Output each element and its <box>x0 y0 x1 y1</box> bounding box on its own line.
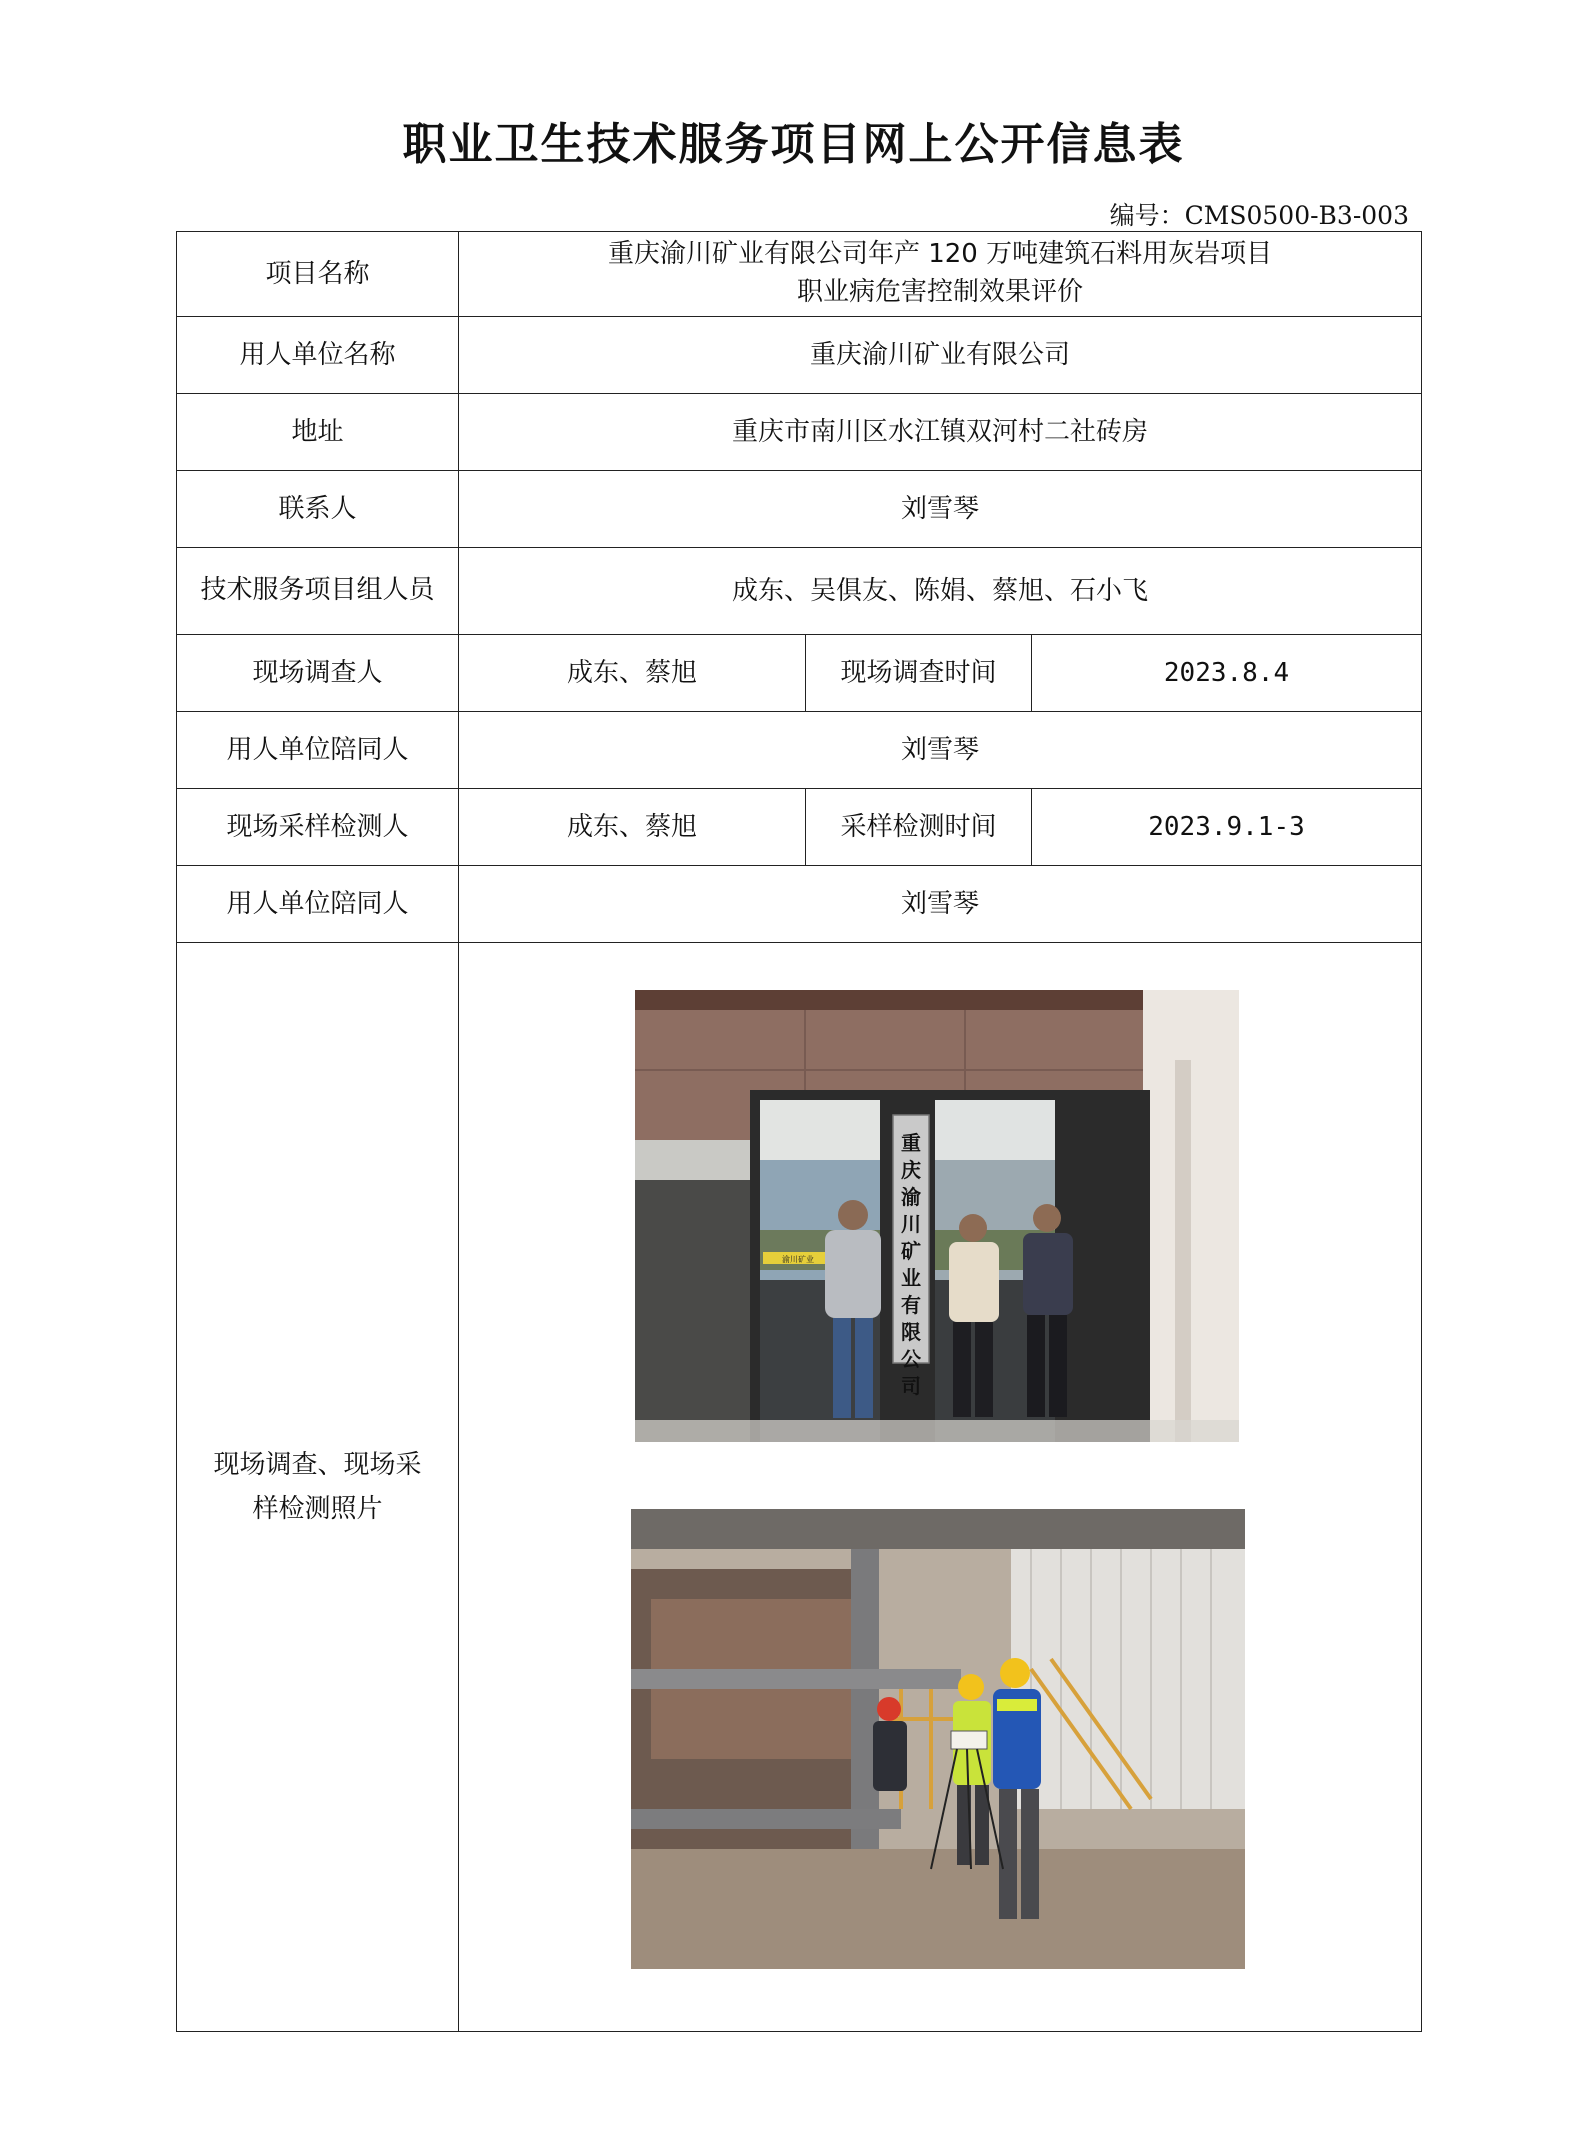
contact-value: 刘雪琴 <box>459 471 1422 548</box>
photos-label: 现场调查、现场采样检测照片 <box>177 943 459 2032</box>
team-label: 技术服务项目组人员 <box>177 548 459 635</box>
escort-label: 用人单位陪同人 <box>177 712 459 789</box>
project-name-label: 项目名称 <box>177 232 459 317</box>
sampling-time-label: 采样检测时间 <box>806 789 1032 866</box>
signboard-char-7: 有 <box>901 1293 921 1317</box>
table-row <box>177 232 1422 317</box>
page-title: 职业卫生技术服务项目网上公开信息表 <box>402 119 1185 170</box>
project-name-value <box>459 232 1422 317</box>
sampling-time-value: 2023.9.1-3 <box>1032 789 1422 866</box>
signboard-char-9: 公 <box>901 1347 921 1371</box>
address-label: 地址 <box>177 394 459 471</box>
project-name-line-2: 职业病危害控制效果评价 <box>797 277 1084 307</box>
document-number: 编号：CMS0500-B3-003 <box>1109 201 1409 230</box>
contact-label: 联系人 <box>177 471 459 548</box>
survey-time-label: 现场调查时间 <box>806 635 1032 712</box>
table-row <box>177 394 1422 471</box>
worker-figure <box>993 1658 1041 1919</box>
signboard-char-1: 重 <box>901 1131 921 1155</box>
table-row <box>177 943 1422 2032</box>
project-name-line-1: 重庆渝川矿业有限公司年产 120 万吨建筑石料用灰岩项目 <box>607 239 1273 270</box>
signboard-char-6: 业 <box>901 1266 921 1290</box>
signboard-char-8: 限 <box>901 1320 921 1344</box>
table-row <box>177 471 1422 548</box>
photos-cell <box>459 943 1422 2032</box>
table-row <box>177 548 1422 635</box>
sampling-person-value: 成东、蔡旭 <box>459 789 806 866</box>
table-row <box>177 866 1422 943</box>
site-sampling-photo <box>631 1509 1245 1969</box>
signboard-char-2: 庆 <box>901 1158 921 1182</box>
team-value: 成东、吴俱友、陈娟、蔡旭、石小飞 <box>459 548 1422 635</box>
employer-value: 重庆渝川矿业有限公司 <box>459 317 1422 394</box>
address-value: 重庆市南川区水江镇双河村二社砖房 <box>459 394 1422 471</box>
survey-person-label: 现场调查人 <box>177 635 459 712</box>
escort-value: 刘雪琴 <box>459 712 1422 789</box>
table-row <box>177 317 1422 394</box>
sampling-person-label: 现场采样检测人 <box>177 789 459 866</box>
survey-time-value: 2023.8.4 <box>1032 635 1422 712</box>
escort-value-2: 刘雪琴 <box>459 866 1422 943</box>
survey-person-value: 成东、蔡旭 <box>459 635 806 712</box>
table-row <box>177 635 1422 712</box>
employer-label: 用人单位名称 <box>177 317 459 394</box>
info-table <box>176 231 1422 2032</box>
signboard-char-10: 司 <box>901 1374 921 1398</box>
signboard-char-4: 川 <box>901 1212 921 1236</box>
small-sign-text: 渝川矿业 <box>782 1255 814 1264</box>
table-row <box>177 789 1422 866</box>
escort-label-2: 用人单位陪同人 <box>177 866 459 943</box>
site-survey-photo <box>635 990 1239 1442</box>
signboard-char-3: 渝 <box>901 1185 921 1209</box>
signboard-char-5: 矿 <box>901 1239 921 1263</box>
table-row <box>177 712 1422 789</box>
